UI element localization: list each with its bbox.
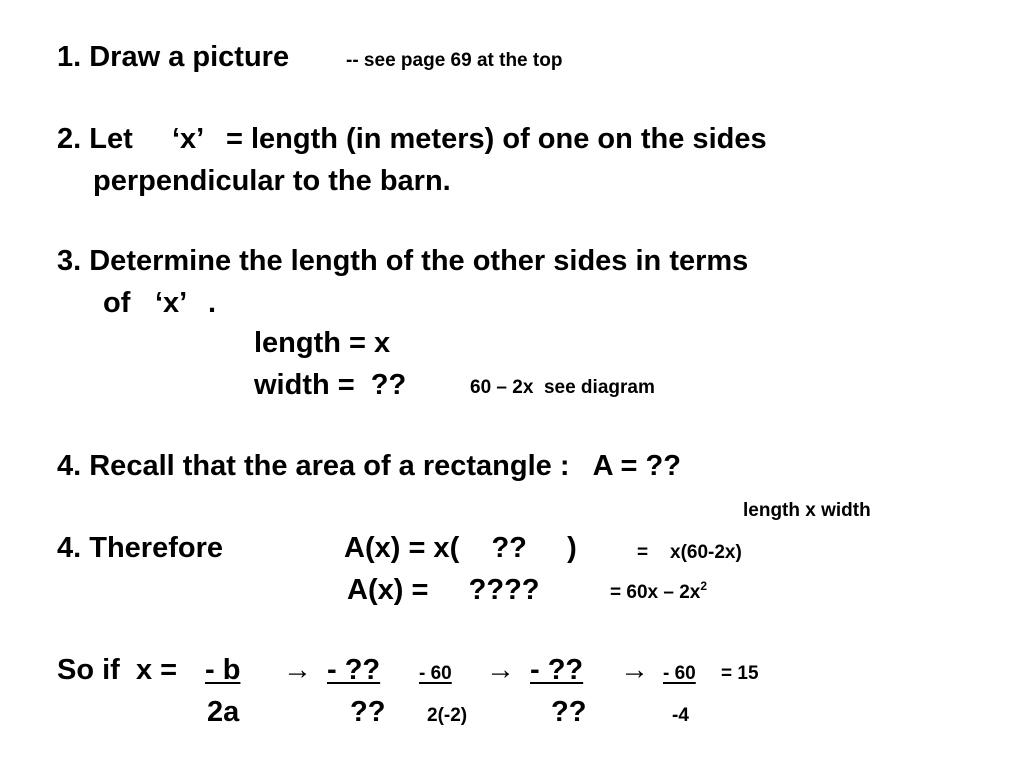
area-equals-sign: = — [637, 542, 649, 563]
fraction2-numerator: - ?? — [327, 654, 381, 686]
area-expanded-equation: A(x) = ???? — [347, 574, 540, 606]
arrow-icon: → — [620, 654, 649, 686]
fraction3-small-numerator: - 60 — [663, 663, 696, 684]
step2-definition: = length (in meters) of one on the sides — [226, 123, 767, 155]
area-exponent: 2 — [700, 579, 708, 593]
step3-variable: ‘x’ — [155, 287, 188, 319]
fraction2-small-numerator: - 60 — [419, 663, 452, 684]
fraction1-numerator: - b — [205, 654, 241, 686]
step1-note: -- see page 69 at the top — [346, 50, 563, 71]
area-note: length x width — [743, 500, 871, 521]
length-equation: length = x — [254, 327, 391, 359]
step3-of: of — [103, 287, 131, 319]
fraction1-denominator: 2a — [207, 696, 240, 728]
step1-heading: 1. Draw a picture — [57, 41, 290, 73]
step3-heading: 3. Determine the length of the other sides in terms — [57, 245, 749, 277]
solve-prefix: So if x = — [57, 654, 178, 686]
fraction2-denominator: ?? — [350, 696, 386, 728]
arrow-icon: → — [486, 654, 515, 686]
step2-variable: ‘x’ — [172, 123, 205, 155]
fraction3-numerator: - ?? — [530, 654, 584, 686]
fraction2-small-denominator: 2(-2) — [427, 705, 468, 726]
area-function-equation: A(x) = x( ?? ) — [344, 532, 577, 564]
fraction3-denominator: ?? — [551, 696, 587, 728]
step4-recall: 4. Recall that the area of a rectangle : A = ?? — [57, 450, 681, 482]
area-function-note: x(60-2x) — [670, 542, 742, 563]
step4-therefore-label: 4. Therefore — [57, 532, 223, 564]
solve-result: = 15 — [721, 663, 759, 684]
step2-line2: perpendicular to the barn. — [93, 165, 451, 197]
width-note: 60 – 2x see diagram — [470, 377, 655, 398]
area-expanded-note: = $60x - 2x^2$ — [610, 579, 708, 603]
arrow-icon: → — [283, 654, 312, 686]
step2-prefix: 2. Let — [57, 123, 133, 155]
step3-period: . — [208, 287, 217, 319]
width-equation: width = ?? — [254, 369, 407, 401]
fraction3-small-denominator: -4 — [672, 705, 689, 726]
